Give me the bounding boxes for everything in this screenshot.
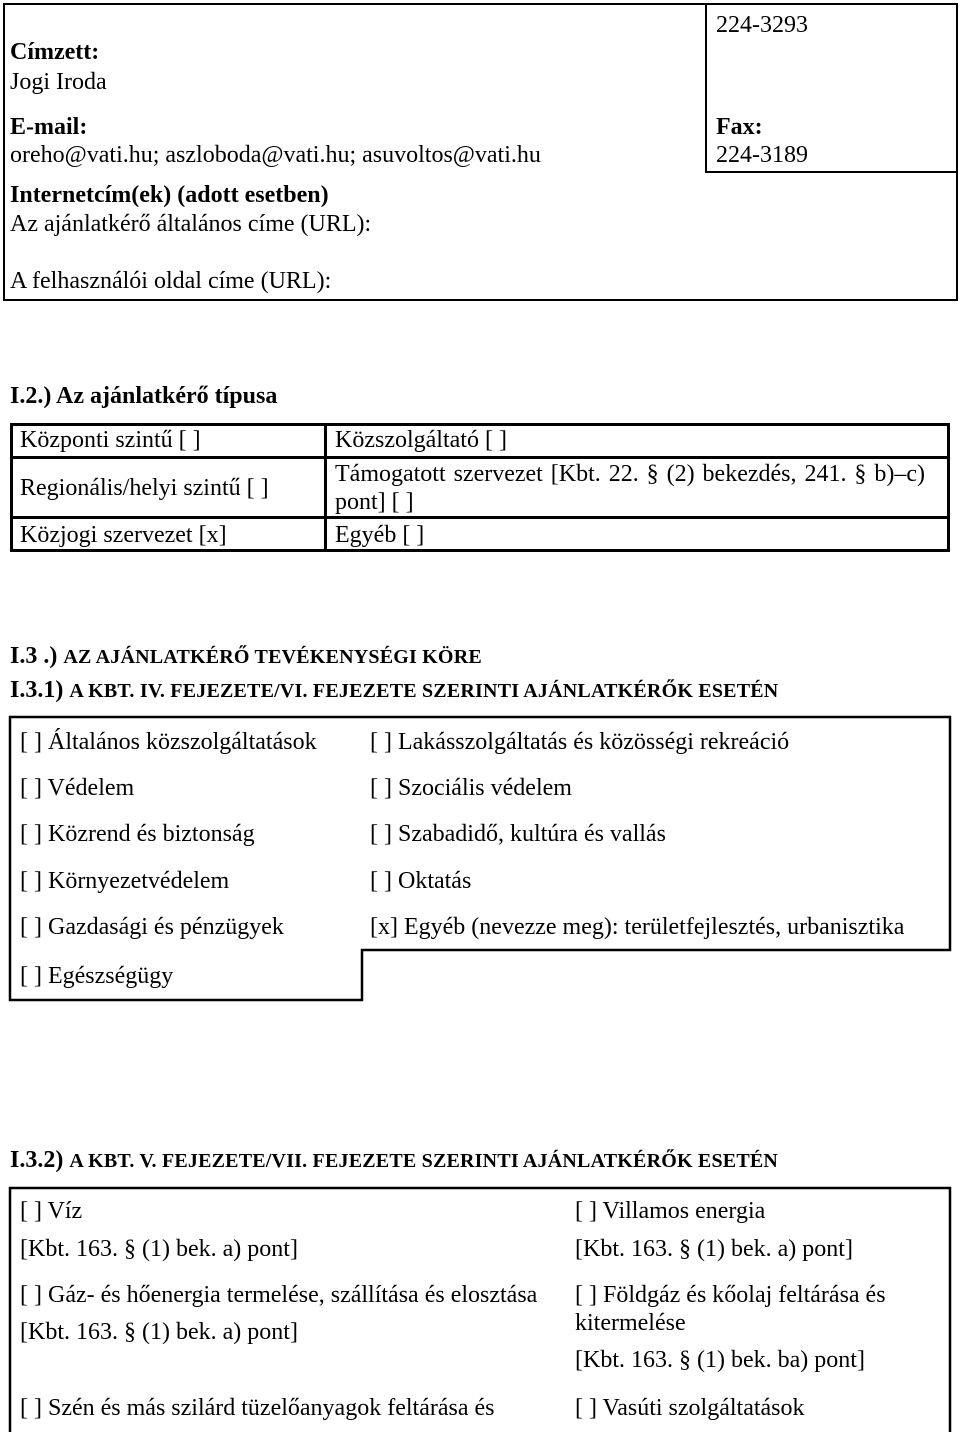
utility-item-electricity: [ ] Villamos energia	[575, 1198, 766, 1224]
activity-item: [ ] Szociális védelem	[370, 775, 572, 801]
section-i3-title: AZ AJÁNLATKÉRŐ TEVÉKENYSÉGI KÖRE	[63, 646, 482, 668]
authority-type-row-divider	[10, 516, 950, 519]
activity-table-kbt-iv-frame	[10, 717, 950, 1000]
utility-item-reference: [Kbt. 163. § (1) bek. a) pont]	[20, 1319, 298, 1345]
buyer-profile-url-label: A felhasználói oldal címe (URL):	[10, 268, 332, 294]
recipient-label: Címzett:	[10, 39, 100, 65]
contact-column-divider	[705, 3, 707, 173]
utility-item-gas-heat: [ ] Gáz- és hőenergia termelése, szállítása és elosztása	[20, 1282, 538, 1308]
section-i2-heading: I.2.) Az ajánlatkérő típusa	[10, 383, 278, 409]
section-i31-heading	[10, 676, 778, 707]
utility-item-reference: [Kbt. 163. § (1) bek. ba) pont]	[575, 1347, 865, 1373]
utility-item-coal: [ ] Szén és más szilárd tüzelőanyagok feltárása és	[20, 1395, 495, 1421]
authority-type-row-divider	[10, 456, 950, 459]
activity-item: [ ] Gazdasági és pénzügyek	[20, 914, 284, 940]
section-i32-heading	[10, 1146, 778, 1177]
activity-item: [ ] Általános közszolgáltatások	[20, 729, 317, 755]
section-i3-number: I.3 .)	[10, 643, 58, 669]
activity-item: [ ] Egészségügy	[20, 963, 174, 989]
type-public-service-provider: Közszolgáltató [ ]	[335, 427, 507, 453]
utility-item-oil-gas: [ ] Földgáz és kőolaj feltárása és	[575, 1282, 886, 1308]
type-supported-organization: Támogatott szervezet [Kbt. 22. § (2) bekezdés, 241. § b)–c)	[335, 461, 925, 487]
section-i31-number: I.3.1)	[10, 677, 64, 703]
internet-address-label: Internetcím(ek) (adott esetben)	[10, 182, 329, 208]
utility-item-oil-gas-cont: kitermelése	[575, 1310, 686, 1336]
section-i3-heading	[10, 642, 482, 673]
authority-type-column-divider	[324, 423, 327, 552]
utility-item-reference: [Kbt. 163. § (1) bek. a) pont]	[575, 1236, 853, 1262]
activity-item: [ ] Védelem	[20, 775, 135, 801]
recipient-name: Jogi Iroda	[10, 69, 107, 95]
section-i31-title: A KBT. IV. FEJEZETE/VI. FEJEZETE SZERINTI AJÁNLATKÉRŐK ESETÉN	[69, 680, 779, 702]
type-regional-local: Regionális/helyi szintű [ ]	[20, 475, 269, 501]
section-i32-title: A KBT. V. FEJEZETE/VII. FEJEZETE SZERINTI AJÁNLATKÉRŐK ESETÉN	[69, 1150, 779, 1172]
utility-item-water: [ ] Víz	[20, 1198, 83, 1224]
type-other: Egyéb [ ]	[335, 522, 425, 548]
utility-item-reference: [Kbt. 163. § (1) bek. a) pont]	[20, 1236, 298, 1262]
section-i32-number: I.3.2)	[10, 1147, 64, 1173]
activity-item: [ ] Szabadidő, kultúra és vallás	[370, 821, 666, 847]
fax-label: Fax:	[716, 114, 763, 140]
fax-number: 224-3189	[716, 142, 808, 168]
utility-item-railway: [ ] Vasúti szolgáltatások	[575, 1395, 805, 1421]
activity-item: [ ] Lakásszolgáltatás és közösségi rekreáció	[370, 729, 790, 755]
activity-item: [ ] Környezetvédelem	[20, 868, 230, 894]
type-central: Központi szintű [ ]	[20, 427, 201, 453]
email-label: E-mail:	[10, 114, 88, 140]
general-url-label: Az ajánlatkérő általános címe (URL):	[10, 211, 372, 237]
activity-item-other-selected: [x] Egyéb (nevezze meg): területfejlesztés, urbanisztika	[370, 914, 905, 940]
email-addresses: oreho@vati.hu; aszloboda@vati.hu; asuvoltos@vati.hu	[10, 142, 541, 168]
activity-item: [ ] Oktatás	[370, 868, 472, 894]
type-supported-organization-cont: pont] [ ]	[335, 489, 414, 515]
contact-row-divider	[705, 171, 958, 173]
activity-item: [ ] Közrend és biztonság	[20, 821, 255, 847]
phone-number: 224-3293	[716, 12, 808, 38]
type-public-law-body: Közjogi szervezet [x]	[20, 522, 227, 548]
